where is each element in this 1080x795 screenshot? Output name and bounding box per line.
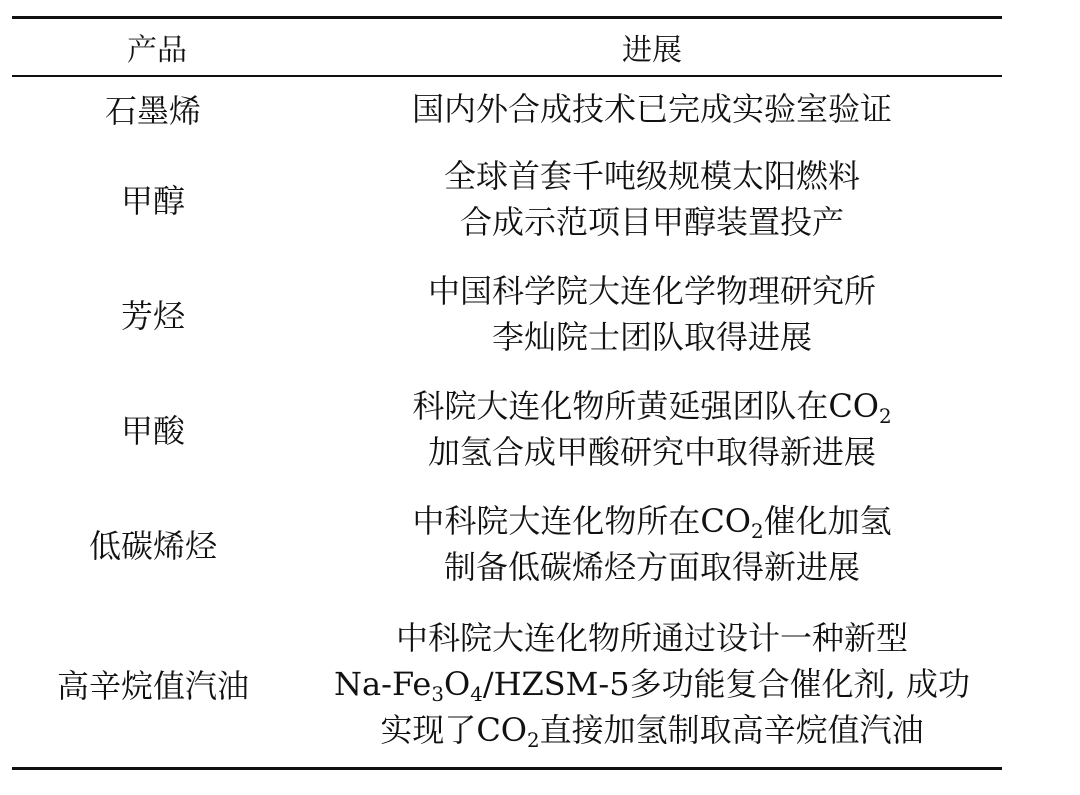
progress-line: 全球首套千吨级规模太阳燃料	[443, 156, 860, 195]
product-cell: 石墨烯	[104, 92, 201, 130]
progress-cell	[302, 256, 1002, 371]
progress-line: 加氢合成甲酸研究中取得新进展	[427, 432, 876, 471]
progress-cell	[302, 601, 1002, 769]
product-cell: 芳烃	[120, 296, 185, 335]
subscript: 2	[879, 404, 892, 428]
subscript: 3	[431, 682, 444, 706]
progress-line: 实现了$CO_2$直接加氢制取高辛烷值汽油	[380, 711, 924, 752]
progress-line: 中科院大连化物所在$CO_2$催化加氢	[412, 501, 892, 543]
progress-cell	[302, 141, 1002, 256]
progress-line: 国内外合成技术已完成实验室验证	[411, 90, 892, 128]
table-row	[12, 76, 1002, 141]
progress-cell	[302, 371, 1002, 486]
table-row	[12, 371, 1002, 486]
product-cell: 高辛烷值汽油	[56, 667, 249, 705]
progress-line: $Na-Fe_3O_4/HZSM-5$多功能复合催化剂, 成功	[334, 665, 970, 706]
table-row	[12, 256, 1002, 371]
table-row	[12, 601, 1002, 769]
progress-line: 中国科学院大连化学物理研究所	[427, 271, 876, 310]
product-cell: 甲醇	[120, 181, 185, 220]
header-progress: 进展	[622, 33, 682, 68]
product-cell: 低碳烯烃	[88, 526, 217, 565]
progress-cell	[302, 76, 1002, 141]
table-row	[12, 141, 1002, 256]
data-table-container	[12, 16, 1002, 770]
progress-cell	[302, 486, 1002, 601]
subscript: 2	[527, 728, 540, 752]
progress-line: 科院大连化物所黄延强团队在$CO_2$	[412, 386, 892, 428]
progress-line: 制备低碳烯烃方面取得新进展	[443, 547, 860, 586]
progress-line: 合成示范项目甲醇装置投产	[459, 202, 844, 241]
table-row	[12, 486, 1002, 601]
progress-line: 中科院大连化物所通过设计一种新型	[395, 619, 908, 657]
progress-line: 李灿院士团队取得进展	[491, 317, 812, 356]
product-cell: 甲酸	[120, 411, 185, 450]
subscript: 4	[470, 682, 483, 706]
header-product: 产品	[127, 33, 187, 68]
product-progress-table	[12, 16, 1002, 770]
subscript: 2	[751, 519, 764, 543]
header-row	[12, 18, 1002, 77]
